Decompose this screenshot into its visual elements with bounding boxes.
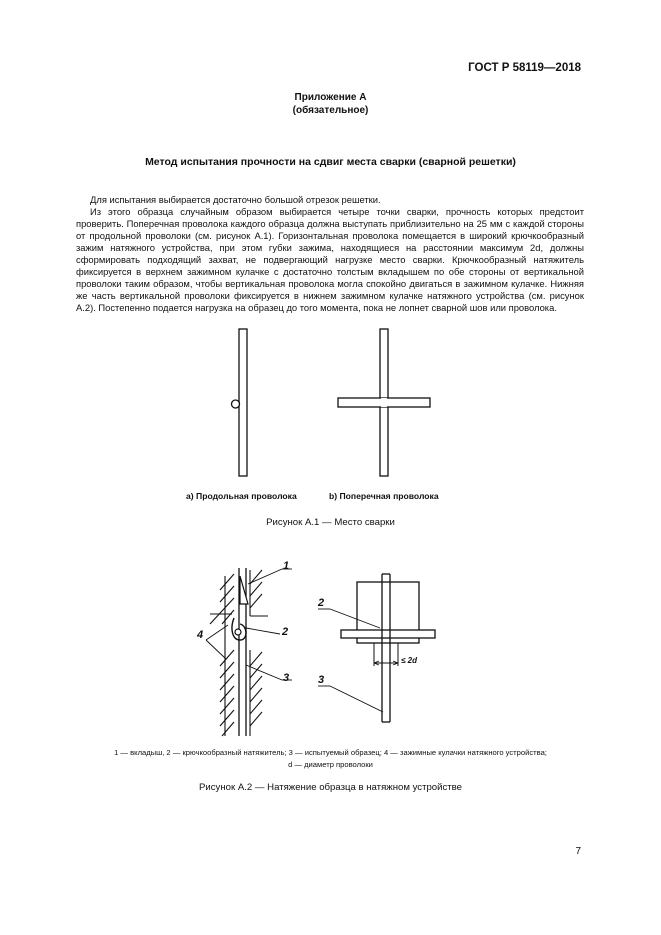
- figure-a2-side-view: [206, 568, 292, 736]
- callout-4: 4: [197, 629, 204, 641]
- figure-a1-cross-wire: [338, 329, 430, 476]
- page-number: 7: [575, 846, 581, 857]
- legend-line-1: 1 — вкладыш, 2 — крючкообразный натяжитель; 3 — испытуемый образец; 4 — зажимные кулачки натяжного устройства;: [114, 748, 547, 757]
- figure-a2-legend: [40, 747, 621, 771]
- paragraph-1: Для испытания выбирается достаточно большой отрезок решетки.: [90, 194, 381, 205]
- figure-a2-caption: Рисунок А.2 — Натяжение образца в натяжном устройстве: [198, 782, 463, 793]
- paragraph-2: Из этого образца случайным образом выбирается четыре точки сварки, прочность которых предстоит проверить. Поперечная проволока каждого образца должна выступать приблизительно на 25 мм с каждой стороны от продольной проволоки (см. рисунок А.1). Горизонтальная проволока помещается в широкий крючкообразный зажим натяжного устройства, при этом губки зажима, находящиеся на расстоянии максимум 2d, должны сформировать подходящий захват, не подвергающий нагрузке место сварки. Крючкообразный натяжитель фиксируется в верхнем зажимном кулачке с достаточно толстым вкладышем по обе стороны от вертикальной проволоки таким образом, чтобы вертикальная проволока могла спокойно двигаться в зажимном кулачке. Нижняя же часть вертикальной проволоки фиксируется в нижнем зажимном кулачке натяжного устройства (см. рисунок А.2). Постепенно подается нагрузка на образец до того момента, пока не лопнет сварной шов или проволока.: [76, 206, 584, 313]
- figure-a1-label-b: b) Поперечная проволока: [329, 491, 439, 501]
- standard-number: ГОСТ Р 58119—2018: [468, 62, 581, 74]
- section-title: Метод испытания прочности на сдвиг места сварки (сварной решетки): [145, 156, 516, 168]
- callout-2-right: 2: [318, 597, 325, 609]
- callout-1: 1: [283, 560, 290, 572]
- annex-title: Приложение А: [294, 92, 367, 103]
- figure-a1-longitudinal-wire: [232, 329, 248, 476]
- annex-status: (обязательное): [292, 105, 369, 116]
- figure-a1-label-a: а) Продольная проволока: [186, 491, 297, 501]
- figure-a1-caption: Рисунок А.1 — Место сварки: [266, 517, 395, 528]
- callout-3-right: 3: [318, 674, 325, 686]
- callout-3-left: 3: [283, 672, 290, 684]
- legend-line-2: d — диаметр проволоки: [288, 760, 373, 769]
- dimension-label: ≤ 2d: [401, 656, 417, 665]
- callout-2-left: 2: [282, 626, 289, 638]
- figure-a2-front-view: [318, 574, 435, 722]
